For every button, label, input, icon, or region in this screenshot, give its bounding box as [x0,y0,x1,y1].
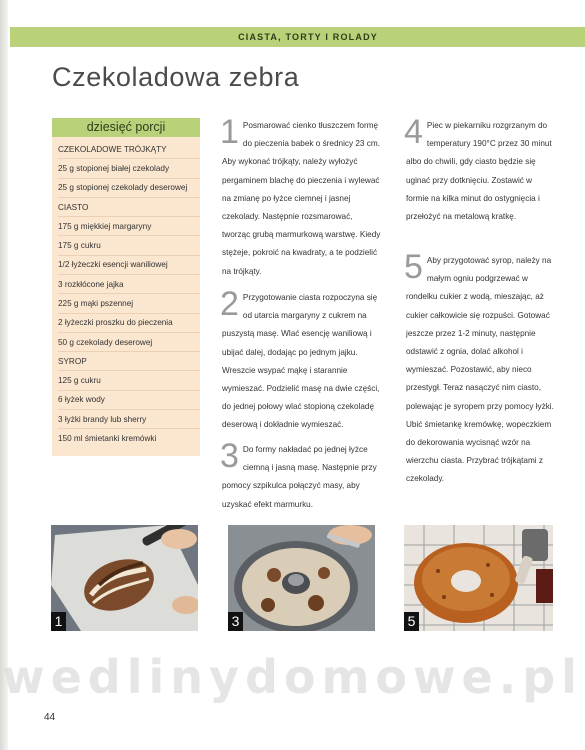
photo-number: 1 [51,612,66,631]
step-3 [220,437,382,514]
ingredient-item: 2 łyżeczki proszku do pieczenia [58,314,200,333]
ingredients-panel [52,118,200,456]
ingredient-item: 3 łyżki brandy lub sherry [58,410,200,429]
step-1 [220,113,382,281]
step-3-photo [228,525,375,631]
page-edge [0,0,8,750]
chocolate-marbling-image [51,525,198,631]
step-5 [404,248,556,489]
watermark: wedlinydomowe.pl [2,650,583,704]
ingredient-item: 150 ml śmietanki kremówki [58,433,157,443]
ingredient-item: 1/2 łyżeczki esencji waniliowej [58,256,200,275]
step-5-photo [404,525,553,631]
ingredient-item: 225 g mąki pszennej [58,294,200,313]
ingredient-list [52,140,200,448]
step-text: Aby przygotować syrop, należy na małym ogniu podgrzewać w rondelku cukier z wodą, mieszając, aż cukier całkowicie się rozpuści. Gotować jeszcze przez 1-2 minuty, następnie odstawić z ognia, dolać alkohol i wymieszać. Pozostawić, aby nieco przestygł. Teraz nasączyć nim ciasto, polewając je syropem przy pomocy łyżki. Ubić śmietankę kremówkę, wореczkiem do dekorowania wycisnąć wzór na wierzchu ciasta. Przybrać trójkątami z czekolady. [406,256,554,484]
step-text: Posmarować cienko tłuszczem formę do pieczenia babek o średnicy 23 cm. Aby wykonać trójkąty, należy wyłożyć pergaminem blachę do pieczenia i wylewać na zmianę po łyżce ciemnej i jasnej czekolady. Następnie rozsmarować, tworząc grubą marmurkową warstwę. Kiedy stężeje, pokroić na kwadraty, a te podzielić na trójkąty. [222,121,381,276]
ingredient-section-heading: CZEKOLADOWE TRÓJKĄTY [58,140,200,159]
ingredient-item: 50 g czekolady deserowej [58,333,200,352]
ingredient-item: 125 g cukru [58,371,200,390]
photo-number: 3 [228,612,243,631]
step-4 [404,113,556,226]
step-number: 5 [404,248,423,286]
ingredient-item: 25 g stopionej białej czekolady [58,159,200,178]
cake-rack-image [404,525,553,631]
ingredient-item: 6 łyżek wody [58,391,200,410]
page-number: 44 [44,712,56,723]
ingredient-item: 3 rozkłócone jajka [58,275,200,294]
photo-number: 5 [404,612,419,631]
step-number: 4 [404,113,423,151]
step-number: 3 [220,437,239,475]
step-1-photo [51,525,198,631]
step-2 [220,285,382,435]
step-text: Piec w piekarniku rozgrzanym do temperatury 190°C przez 30 minut albo do chwili, gdy ciasto będzie się uginać przy dotknięciu. Zostawić w formie na kilka minut do ostygnięcia i przełożyć na metalową kratkę. [406,121,552,222]
category-header [10,27,585,47]
ingredient-section-heading: SYROP [58,352,200,371]
ingredient-item: 25 g stopionej czekolady deserowej [58,179,200,198]
ingredient-item: 175 g cukru [58,236,200,255]
recipe-title: Czekoladowa zebra [52,62,300,92]
step-text: Przygotowanie ciasta rozpoczyna się od utarcia margaryny z cukrem na puszystą masę. Wlać esencję waniliową i ubijać dalej, dodając po jednym jajku. Wreszcie wsypać mąkę i starannie wymieszać. Podzielić masę na dwie części, do jednej połowy wlać stopioną czekoladę deserową i dokładnie wymieszać. [222,293,380,430]
step-text: Do formy nakładać po jednej łyżce ciemną i jasną masę. Następnie przy pomocy szpikulca połączyć masy, aby uzyskać efekt marmurku. [222,445,377,509]
category-label: CIASTA, TORTY I ROLADY [238,32,378,42]
step-number: 1 [220,113,239,151]
servings-heading: dziesięć porcji [52,118,200,137]
ingredient-item: 175 g miękkiej margaryny [58,217,200,236]
step-number: 2 [220,285,239,323]
batter-tin-image [228,525,375,631]
ingredient-section-heading: CIASTO [58,198,200,217]
